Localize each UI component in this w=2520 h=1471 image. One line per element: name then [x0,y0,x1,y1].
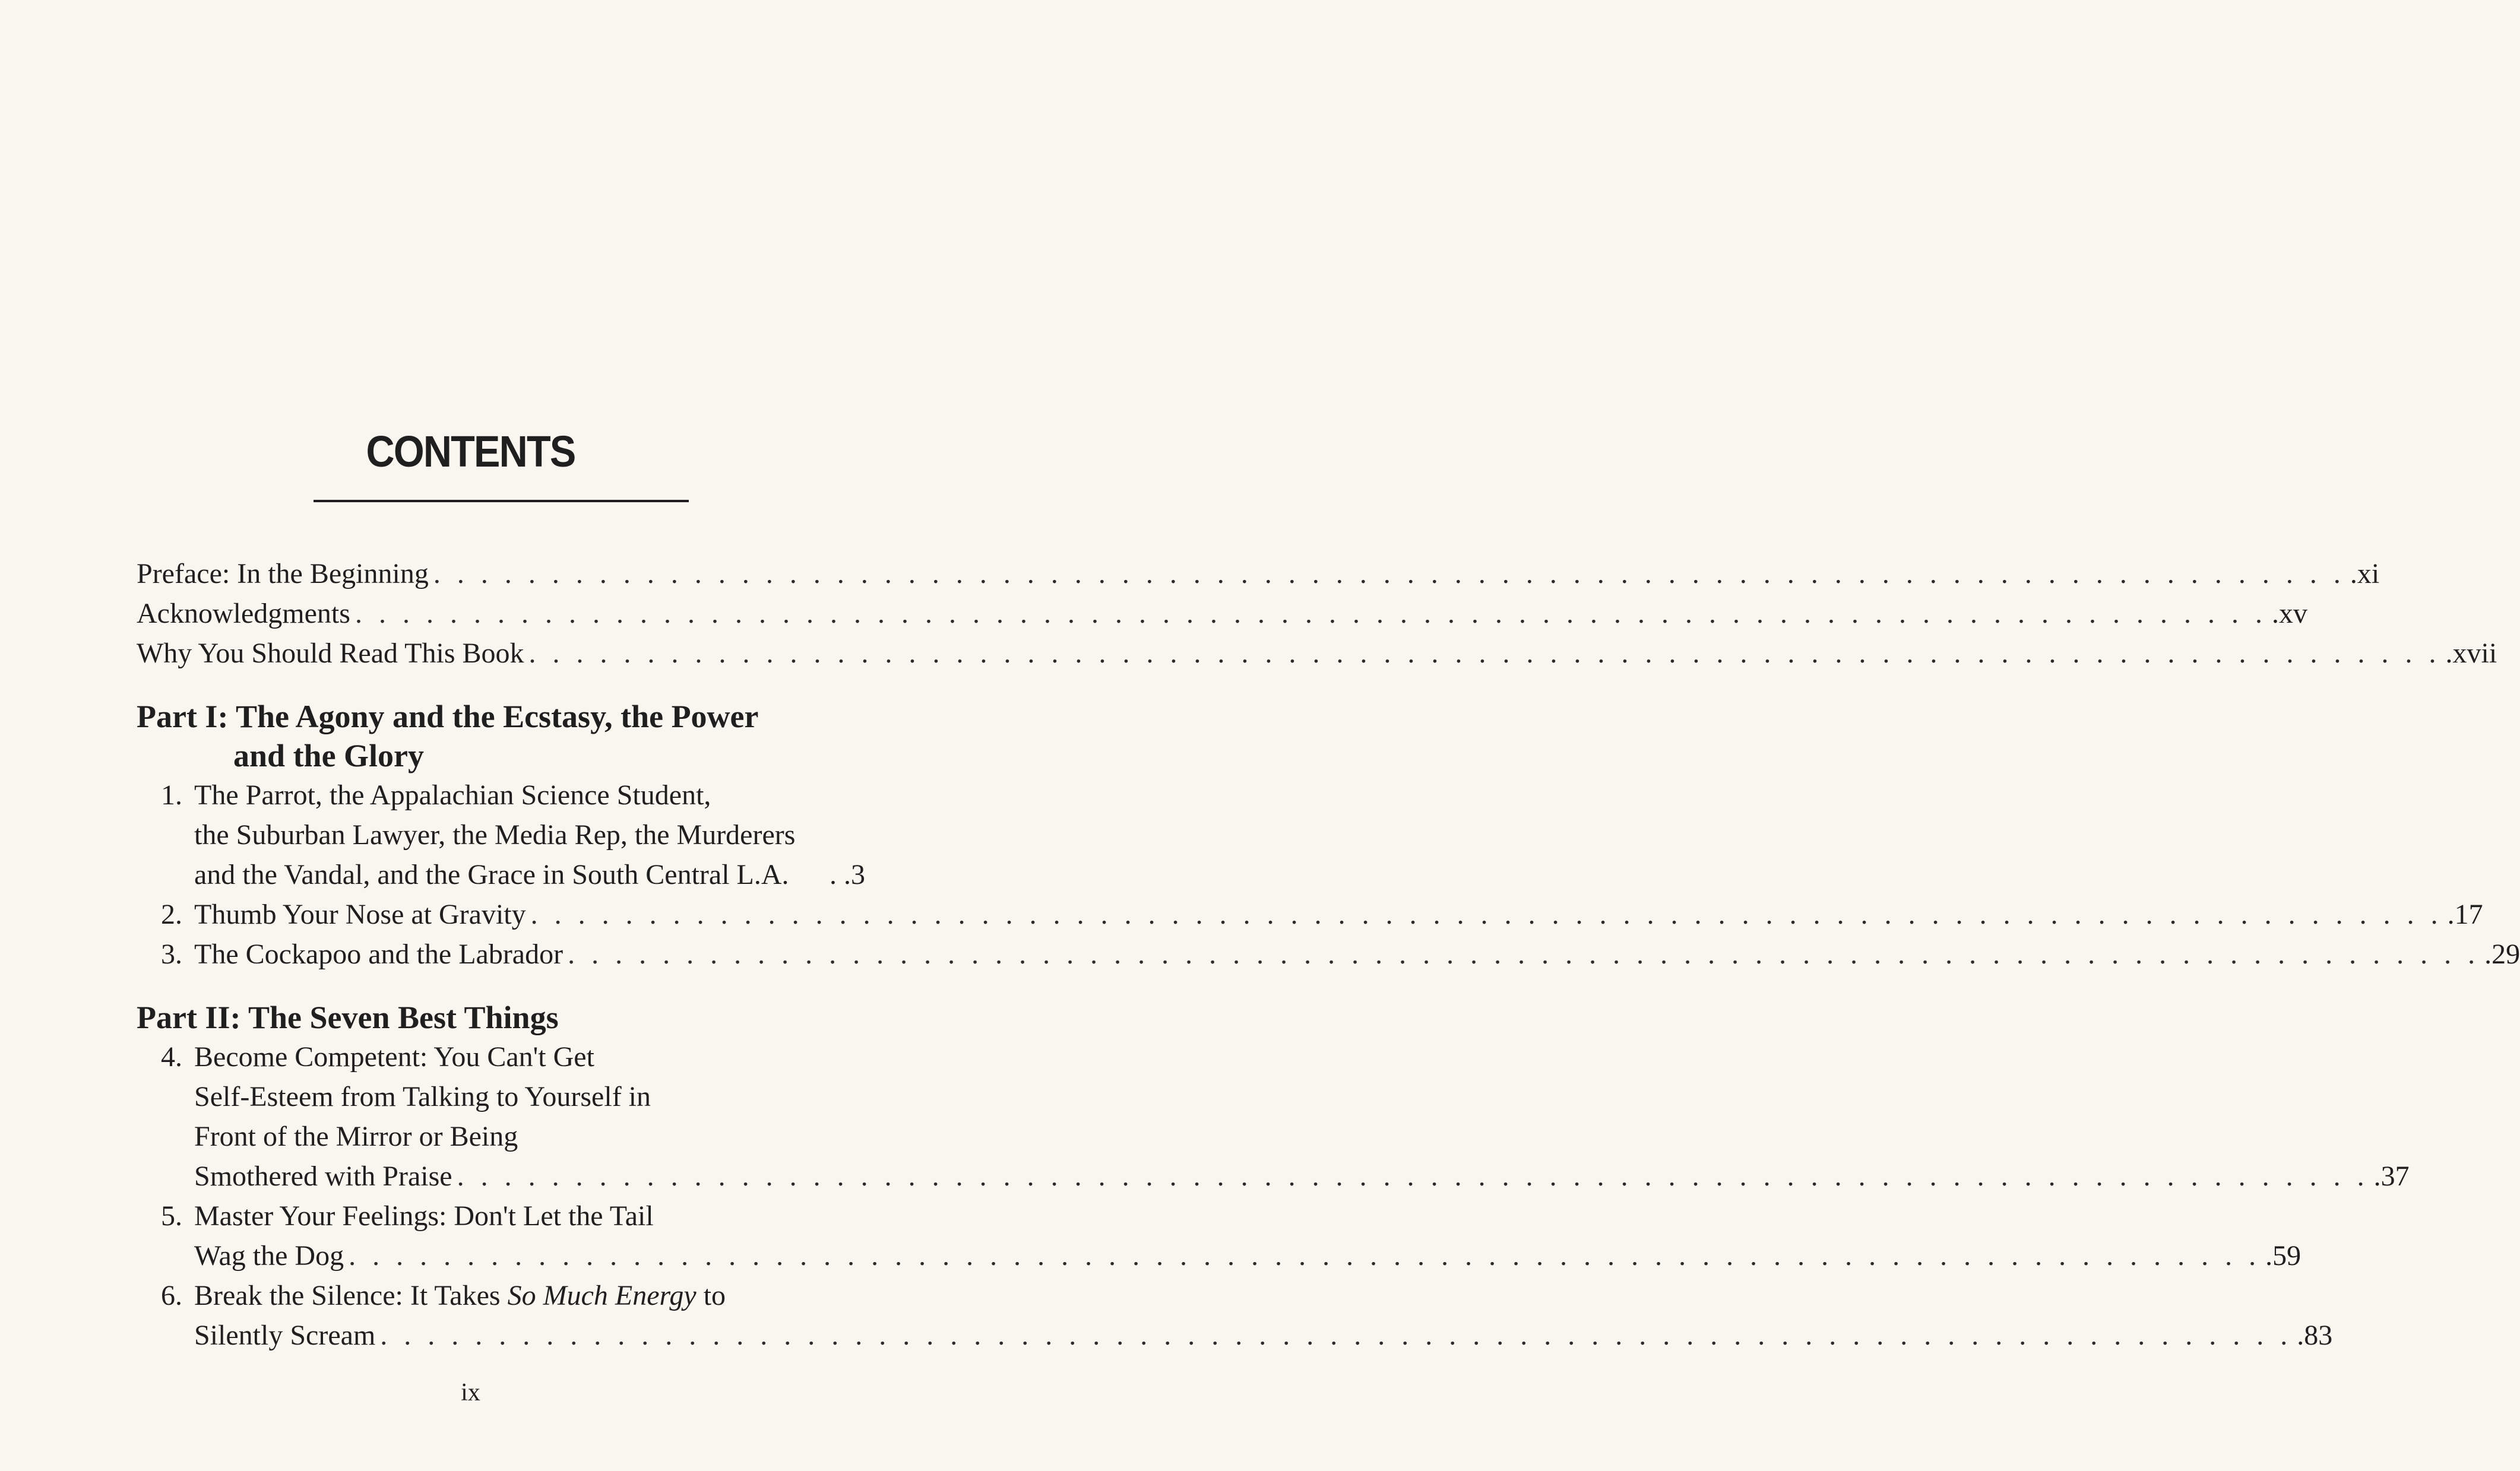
entry-page: .37 [2373,1161,2410,1192]
entry-page: .xi [2350,558,2380,589]
toc-chapter-4[interactable] [137,1037,2410,1196]
dot-leader [349,1236,2261,1276]
page-number: ix [461,1379,480,1406]
dot-leader [531,895,2443,934]
chapter-number: 3. [161,939,182,970]
chapter-number: 5. [161,1200,182,1232]
entry-label: Why You Should Read This Book [137,638,524,669]
entry-page: .59 [2265,1240,2301,1272]
part-heading-2 [137,998,865,1037]
chapter-number: 1. [161,779,182,811]
part-heading-1 [137,697,865,775]
entry-label: Preface: In the Beginning [137,558,429,589]
chapter-title-line: the Suburban Lawyer, the Media Rep, the Murderers [194,819,796,851]
chapter-title-line: Smothered with Praise [194,1161,452,1192]
chapter-number: 4. [161,1041,182,1073]
chapter-title-text: to [696,1280,726,1311]
dot-leader [380,1315,2292,1355]
toc-entry-why-read[interactable] [137,633,2497,673]
toc-chapter-5[interactable] [137,1196,2301,1276]
toc-chapter-1[interactable] [137,775,865,895]
chapter-title-line: Wag the Dog [194,1240,344,1272]
dot-leader [457,1156,2369,1196]
toc-entry-preface[interactable] [137,554,2380,594]
chapter-title-line: Silently Scream [194,1320,376,1351]
title-underline [314,500,689,502]
dot-leader [355,594,2267,633]
entry-page: .xv [2271,598,2307,629]
entry-page: .17 [2447,899,2483,930]
chapter-title-italic: So Much Energy [507,1280,697,1311]
chapter-title-line: and the Vandal, and the Grace in South Central L.A. [194,859,789,890]
chapter-title-line: Self-Esteem from Talking to Yourself in [194,1081,651,1112]
entry-page: .29 [2484,939,2520,970]
chapter-title-line: Front of the Mirror or Being [194,1121,518,1152]
entry-label: Acknowledgments [137,598,350,629]
part-heading-line: and the Glory [233,738,425,773]
entry-page: .83 [2297,1320,2333,1351]
chapter-title-line: The Parrot, the Appalachian Science Student, [194,779,711,811]
chapter-title-line [194,1276,2332,1315]
page-title: CONTENTS [366,427,575,476]
chapter-title-line: Thumb Your Nose at Gravity [194,899,526,930]
chapter-number: 6. [161,1280,182,1311]
dot-leader [529,633,2441,673]
entry-page: .xvii [2445,638,2497,669]
dot-leader [568,934,2480,974]
toc-chapter-2[interactable] [137,895,2483,934]
part-heading-line: Part I: The Agony and the Ecstasy, the Power [137,699,759,734]
dot-leader [433,554,2345,594]
toc-entry-acknowledgments[interactable] [137,594,2307,633]
toc-chapter-3[interactable] [137,934,2520,974]
chapter-number: 2. [161,899,182,930]
part-heading-line: Part II: The Seven Best Things [137,1000,559,1035]
entry-page: . .3 [830,859,865,890]
chapter-title-line: Master Your Feelings: Don't Let the Tail [194,1200,654,1232]
toc-chapter-6[interactable] [137,1276,2333,1355]
chapter-title-line: Become Competent: You Can't Get [194,1041,594,1073]
chapter-title-text: Break the Silence: It Takes [194,1280,508,1311]
chapter-title-line: The Cockapoo and the Labrador [194,939,563,970]
table-of-contents [137,554,2520,1355]
